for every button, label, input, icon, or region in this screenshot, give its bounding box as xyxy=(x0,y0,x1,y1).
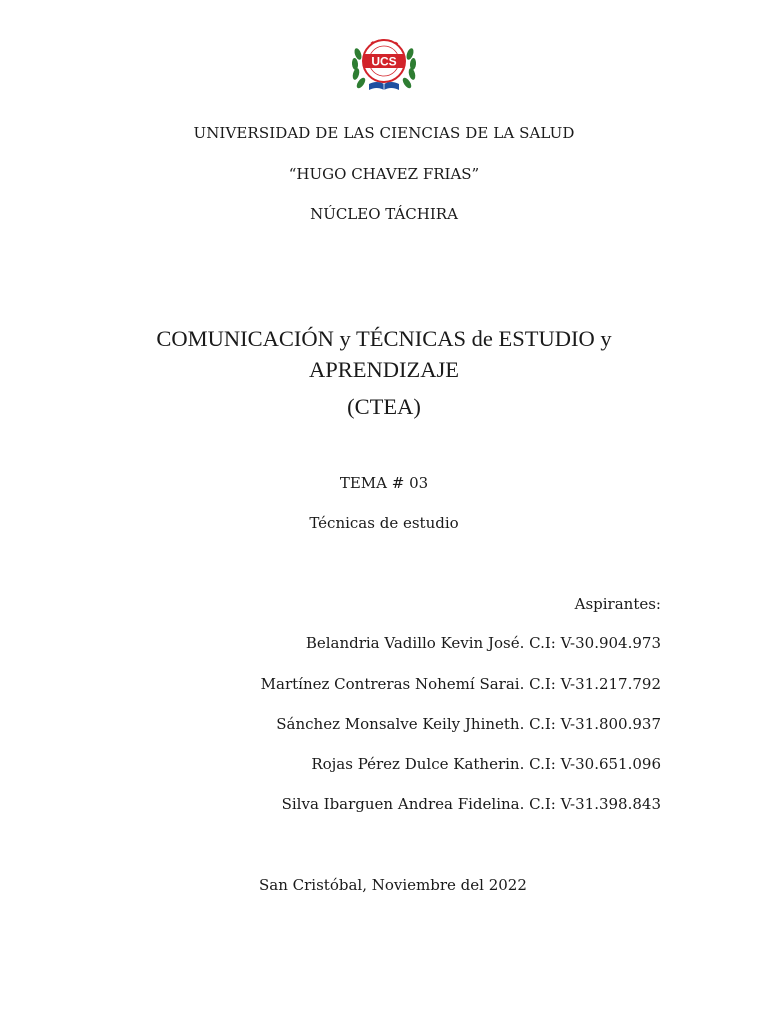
student-entry: Rojas Pérez Dulce Katherin. C.I: V-30.651.096 xyxy=(311,755,661,773)
university-logo xyxy=(349,36,419,98)
student-entry: Sánchez Monsalve Keily Jhineth. C.I: V-31.800.937 xyxy=(276,715,661,733)
course-title-line-2: APRENDIZAJE xyxy=(309,357,459,382)
student-entry: Silva Ibarguen Andrea Fidelina. C.I: V-31.398.843 xyxy=(281,795,661,813)
student-entry: Martínez Contreras Nohemí Sarai. C.I: V-31.217.792 xyxy=(260,675,661,693)
course-title-line-1: COMUNICACIÓN y TÉCNICAS de ESTUDIO y xyxy=(156,326,612,351)
course-acronym: (CTEA) xyxy=(347,394,421,419)
student-entry: Belandria Vadillo Kevin José. C.I: V-30.904.973 xyxy=(305,634,661,652)
course-title xyxy=(100,323,668,385)
university-honoree: “HUGO CHAVEZ FRIAS” xyxy=(288,165,480,183)
topic-number: TEMA # 03 xyxy=(339,474,429,492)
topic-title: Técnicas de estudio xyxy=(309,514,459,532)
ucs-seal-icon xyxy=(349,36,419,98)
university-name: UNIVERSIDAD DE LAS CIENCIAS DE LA SALUD xyxy=(193,124,575,142)
students-label: Aspirantes: xyxy=(574,595,661,613)
place-and-date: San Cristóbal, Noviembre del 2022 xyxy=(259,876,527,894)
logo-text: UCS xyxy=(371,54,397,69)
campus-name: NÚCLEO TÁCHIRA xyxy=(310,205,458,223)
